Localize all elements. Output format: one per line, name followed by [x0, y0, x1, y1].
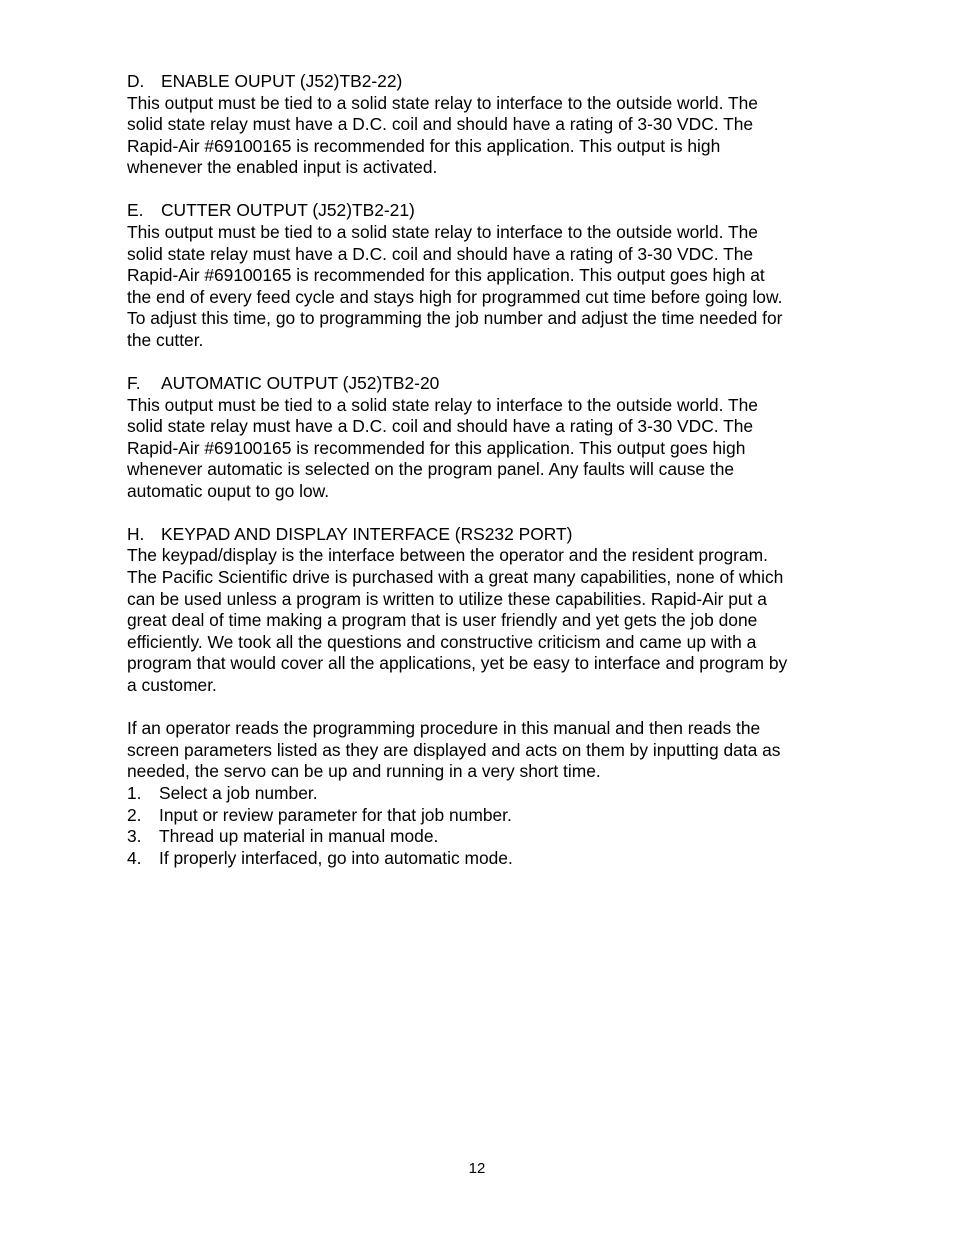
- list-number: 4.: [127, 847, 142, 868]
- list-text: Input or review parameter for that job number.: [159, 804, 512, 825]
- body-line: automatic ouput to go low.: [127, 480, 330, 501]
- body-line: The keypad/display is the interface between the operator and the resident program.: [127, 545, 768, 566]
- body-line: This output must be tied to a solid state relay to interface to the outside world. The: [127, 221, 758, 242]
- body-line: can be used unless a program is written to utilize these capabilities. Rapid-Air put a: [127, 588, 767, 609]
- body-line: solid state relay must have a D.C. coil and should have a rating of 3-30 VDC. The: [127, 243, 754, 264]
- section-body: [127, 222, 847, 352]
- section-letter: F.: [127, 372, 141, 393]
- body-line: great deal of time making a program that is user friendly and yet gets the job done: [127, 610, 758, 631]
- body-line: Rapid-Air #69100165 is recommended for this application. This output is high: [127, 135, 721, 156]
- list-number: 3.: [127, 826, 142, 847]
- body-line: the end of every feed cycle and stays high for programmed cut time before going low.: [127, 286, 783, 307]
- paragraph-gap: [127, 697, 847, 719]
- section-heading: [127, 373, 847, 395]
- section-title: CUTTER OUTPUT (J52)TB2-21): [161, 200, 415, 221]
- section-body: [127, 93, 847, 179]
- body-line: a customer.: [127, 675, 217, 696]
- body-line: needed, the servo can be up and running in a very short time.: [127, 761, 601, 782]
- body-line: screen parameters listed as they are displayed and acts on them by inputting data as: [127, 739, 781, 760]
- section-automatic-output: [127, 373, 847, 503]
- body-line: Rapid-Air #69100165 is recommended for this application. This output goes high at: [127, 265, 765, 286]
- section-title: KEYPAD AND DISPLAY INTERFACE (RS232 PORT): [161, 523, 573, 544]
- body-line: solid state relay must have a D.C. coil and should have a rating of 3-30 VDC. The: [127, 416, 754, 437]
- section-heading: [127, 71, 847, 93]
- section-heading: [127, 200, 847, 222]
- section-body-2: [127, 718, 847, 783]
- body-line: whenever automatic is selected on the program panel. Any faults will cause the: [127, 459, 735, 480]
- body-line: To adjust this time, go to programming the job number and adjust the time needed for: [127, 308, 783, 329]
- body-line: This output must be tied to a solid state relay to interface to the outside world. The: [127, 92, 758, 113]
- body-line: solid state relay must have a D.C. coil and should have a rating of 3-30 VDC. The: [127, 114, 754, 135]
- body-line: The Pacific Scientific drive is purchased with a great many capabilities, none of which: [127, 567, 784, 588]
- list-number: 1.: [127, 782, 142, 803]
- body-line: the cutter.: [127, 329, 204, 350]
- section-body: [127, 545, 847, 696]
- steps-list: [127, 783, 847, 869]
- body-line: program that would cover all the applications, yet be easy to interface and program by: [127, 653, 788, 674]
- section-cutter-output: [127, 200, 847, 351]
- body-line: This output must be tied to a solid state relay to interface to the outside world. The: [127, 394, 758, 415]
- list-item: [127, 848, 847, 870]
- list-number: 2.: [127, 804, 142, 825]
- list-text: Select a job number.: [159, 782, 318, 803]
- page-number: 12: [468, 1160, 486, 1177]
- body-line: If an operator reads the programming procedure in this manual and then reads the: [127, 718, 761, 739]
- list-item: [127, 805, 847, 827]
- body-line: whenever the enabled input is activated.: [127, 157, 438, 178]
- section-letter: H.: [127, 523, 145, 544]
- section-title: ENABLE OUPUT (J52)TB2-22): [161, 71, 403, 91]
- section-keypad-display: [127, 524, 847, 870]
- section-title: AUTOMATIC OUTPUT (J52)TB2-20: [161, 372, 440, 393]
- body-line: Rapid-Air #69100165 is recommended for this application. This output goes high: [127, 437, 746, 458]
- list-text: If properly interfaced, go into automatic mode.: [159, 847, 513, 868]
- section-letter: D.: [127, 71, 145, 91]
- list-text: Thread up material in manual mode.: [159, 826, 439, 847]
- section-enable-output: [127, 71, 847, 179]
- section-heading: [127, 524, 847, 546]
- list-item: [127, 826, 847, 848]
- list-item: [127, 783, 847, 805]
- document-page: [127, 71, 847, 891]
- section-body: [127, 395, 847, 503]
- section-letter: E.: [127, 200, 144, 221]
- body-line: efficiently. We took all the questions and constructive criticism and came up with a: [127, 631, 757, 652]
